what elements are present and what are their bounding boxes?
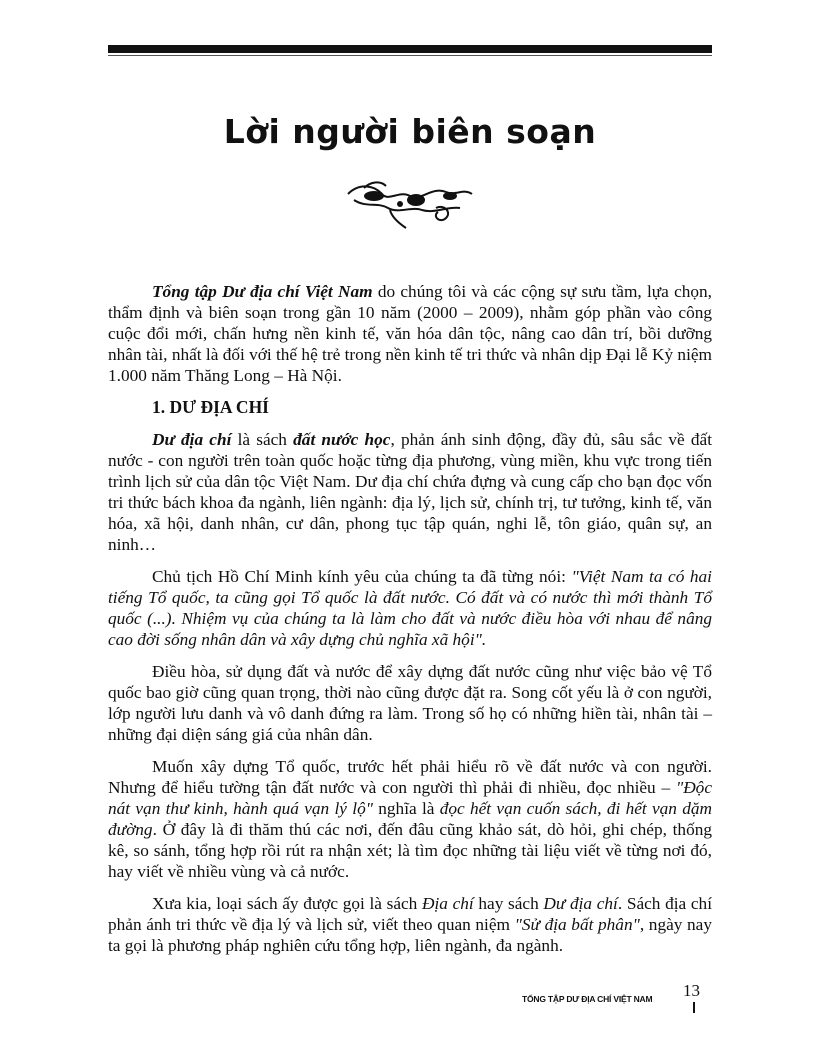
- text-segment: Dư địa chí: [543, 894, 618, 913]
- text-segment: là sách: [231, 430, 294, 449]
- text-segment: "Độc nát vạn thư kinh, hành quá vạn lý lộ": [108, 778, 712, 818]
- page-number: 13: [683, 981, 700, 1000]
- top-rule-thin: [108, 55, 712, 56]
- body-paragraph: [108, 429, 712, 555]
- text-segment: do chúng tôi và các cộng sự sưu tầm, lựa chọn, thẩm định và biên soạn trong gần 10 năm (2000 – 2009), nhằm góp phần vào công cuộc đổi mới, chấn hưng nền kinh tế, văn hóa dân tộc, nâng cao dân trí, bồi dưỡng nhân tài, nhất là đối với thế hệ trẻ trong nền kinh tế tri thức và nhân dịp Đại lễ Kỷ niệm 1.000 năm Thăng Long – Hà Nội.: [108, 282, 712, 385]
- text-segment: Xưa kia, loại sách ấy được gọi là sách: [152, 894, 422, 913]
- body-paragraph: [108, 661, 712, 745]
- text-segment: Địa chí: [422, 894, 474, 913]
- text-segment: Tổng tập Dư địa chí Việt Nam: [152, 282, 373, 301]
- intro-paragraph: [108, 281, 712, 386]
- text-segment: . Sách địa chí phản ánh tri thức về địa lý và lịch sử, viết theo quan niệm: [108, 894, 712, 934]
- section-heading: 1. DƯ ĐỊA CHÍ: [152, 397, 269, 417]
- text-segment: hay sách: [473, 894, 544, 913]
- document-body: [108, 281, 712, 967]
- text-segment: Muốn xây dựng Tổ quốc, trước hết phải hiểu rõ về đất nước và con người. Nhưng để hiểu tường tận đất nước và con người thì phải đi nhiều, đọc nhiều –: [108, 757, 712, 797]
- text-segment: , phản ánh sinh động, đầy đủ, sâu sắc về đất nước - con người trên toàn quốc hoặc từng địa phương, vùng miền, khu vực trong tiến trình lịch sử của dân tộc Việt Nam. Dư địa chí chứa đựng và cung cấp cho bạn đọc vốn tri thức bách khoa đa ngành, liên ngành: địa lý, lịch sử, chính trị, tư tưởng, kinh tế, văn hóa, xã hội, danh nhân, cư dân, phong tục tập quán, nghi lễ, tôn giáo, quân sự, an ninh…: [108, 430, 713, 554]
- decorative-ornament-icon: [340, 172, 480, 232]
- text-segment: , ngày nay ta gọi là phương pháp nghiên cứu tổng hợp, liên ngành, đa ngành.: [108, 915, 712, 955]
- body-paragraph: [108, 756, 712, 882]
- text-segment: nghĩa là: [372, 799, 440, 818]
- page-title: Lời người biên soạn: [223, 112, 597, 151]
- running-footer-title: TỔNG TẬP DƯ ĐỊA CHÍ VIỆT NAM: [522, 994, 653, 1004]
- section-paragraphs: [108, 429, 712, 956]
- text-segment: đọc hết vạn cuốn sách, đi hết vạn dặm đường: [108, 799, 712, 839]
- text-segment: "Sử địa bất phân": [514, 915, 640, 934]
- text-segment: "Việt Nam ta có hai tiếng Tổ quốc, ta cũng gọi Tổ quốc là đất nước. Có đất và có nước thì mới thành Tổ quốc (...). Nhiệm vụ của chúng ta là làm cho đất và nước điều hòa với nhau để nâng cao đời sống nhân dân và xây dựng chủ nghĩa xã hội".: [108, 567, 712, 649]
- text-segment: Chủ tịch Hồ Chí Minh kính yêu của chúng ta đã từng nói:: [152, 567, 572, 586]
- body-paragraph: [108, 893, 712, 956]
- text-segment: . Ở đây là đi thăm thú các nơi, đến đâu cũng khảo sát, dò hỏi, ghi chép, thống kê, so sánh, tổng hợp rồi rút ra nhận xét; là tìm đọc những tài liệu viết về từng nơi đó, hay viết về nhiều vùng và cả nước.: [108, 820, 712, 881]
- body-paragraph: [108, 566, 712, 650]
- page-number-tick: [693, 1002, 695, 1013]
- text-segment: Dư địa chí: [152, 430, 232, 449]
- top-rule: [108, 45, 712, 53]
- text-segment: đất nước học: [293, 430, 391, 449]
- text-segment: Điều hòa, sử dụng đất và nước để xây dựng đất nước cũng như việc bảo vệ Tổ quốc bao giờ cũng quan trọng, thời nào cũng được đặt ra. Song cốt yếu là ở con người, lớp người lưu danh và vô danh đứng ra làm. Trong số họ có những hiền tài, nhân tài – những đại diện sáng giá của nhân dân.: [108, 662, 712, 744]
